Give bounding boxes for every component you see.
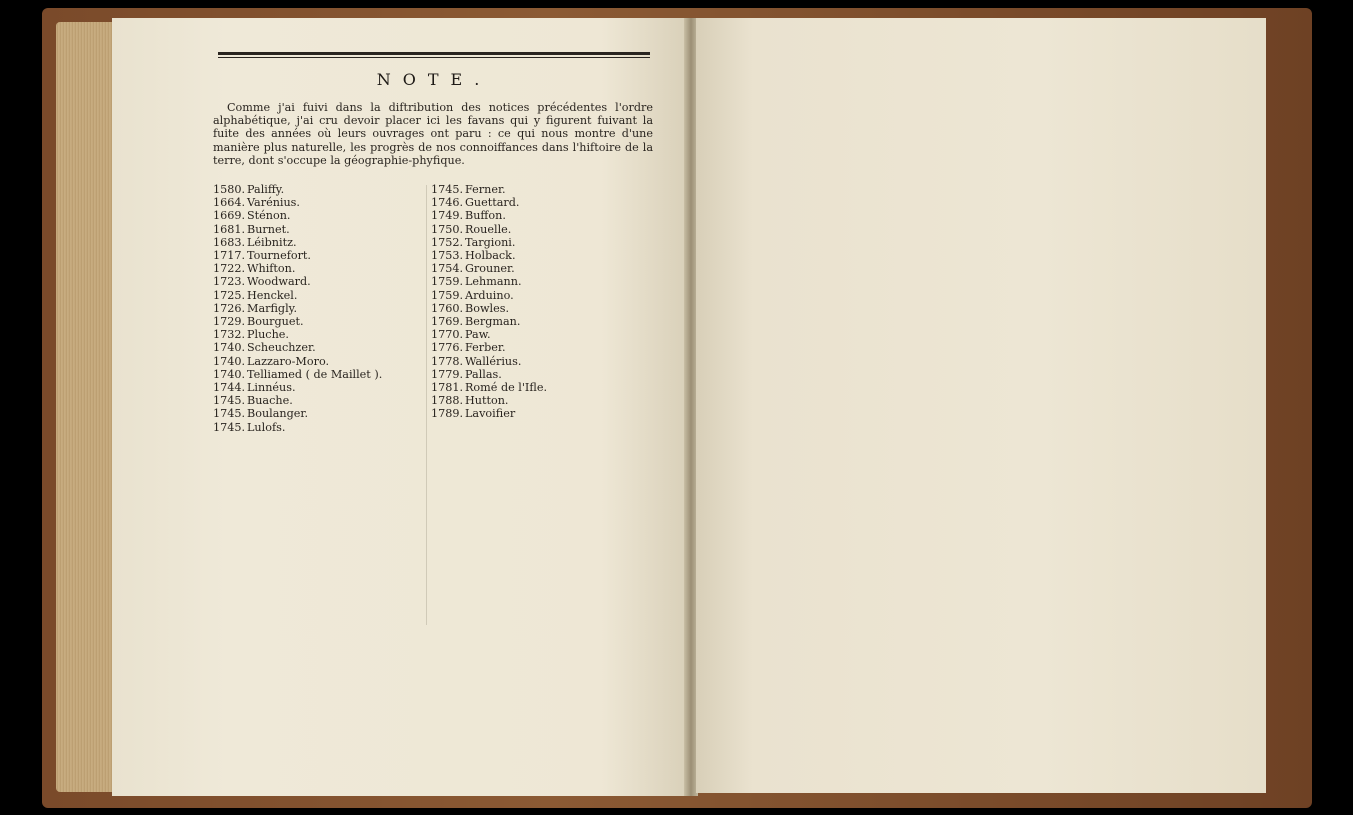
list-item-name: Pallas. [465,367,502,381]
list-item-name: Rouelle. [465,222,512,236]
list-item-name: Boulanger. [247,407,309,421]
list-item-year: 1732. [213,328,246,342]
list-item-name: Sténon. [247,209,291,223]
list-item-year: 1759. [431,288,464,302]
list-item [213,355,413,368]
list-item-name: Ferber. [465,341,506,355]
header-rule-thin [218,57,650,58]
list-item-year: 1753. [431,249,464,263]
list-item-name: Henckel. [247,288,298,302]
list-item [213,223,413,236]
list-item-name: Léibnitz. [247,235,297,249]
list-item-name: Grouner. [465,262,515,276]
list-item [213,341,413,354]
list-item-name: Guettard. [465,196,520,210]
list-item [213,302,413,315]
list-item-year: 1725. [213,288,246,302]
list-item-name: Lavoifier [465,407,516,421]
list-item-name: Woodward. [247,275,311,289]
list-item-name: Paw. [465,328,491,342]
list-item-name: Targioni. [465,235,516,249]
list-item [431,407,631,420]
list-item-year: 1789. [431,407,464,421]
list-item [213,407,413,420]
list-item-year: 1745. [213,407,246,421]
list-item [431,209,631,222]
list-item-name: Varénius. [247,196,300,210]
list-item-year: 1744. [213,381,246,395]
list-item [431,381,631,394]
intro-paragraph: Comme j'ai fuivi dans la diftribution des notices précédentes l'ordre alphabétique, j'ai cru devoir placer ici les favans qui y figurent fuivant la fuite des années où leurs ouvrages ont paru : ce qui nous montre d'une manière plus naturelle, les progrès de nos connoiffances dans l'hiftoire de la terre, dont s'occupe la géographie-phyfique. [213,101,653,167]
list-item-name: Wallérius. [465,354,522,368]
scholar-list-right [431,183,631,421]
list-item [213,209,413,222]
list-item [431,328,631,341]
list-item-year: 1752. [431,235,464,249]
list-item-name: Pluche. [247,328,289,342]
list-item [213,262,413,275]
list-item-year: 1740. [213,354,246,368]
list-item [431,249,631,262]
list-item-name: Linnéus. [247,381,296,395]
list-item [431,196,631,209]
list-item-name: Buffon. [465,209,506,223]
list-item [431,289,631,302]
list-item-name: Ferner. [465,183,506,196]
list-item-year: 1745. [213,420,246,434]
list-item-name: Hutton. [465,394,509,408]
list-item-year: 1681. [213,222,246,236]
list-item-year: 1669. [213,209,246,223]
list-item-name: Bergman. [465,315,521,329]
list-item [213,289,413,302]
list-item [431,368,631,381]
list-item [213,196,413,209]
list-item [213,368,413,381]
list-item-year: 1788. [431,394,464,408]
list-item-year: 1664. [213,196,246,210]
list-item-name: Paliffy. [247,183,285,196]
list-item [213,236,413,249]
list-item [213,315,413,328]
column-divider [426,185,427,625]
list-item-year: 1717. [213,249,246,263]
list-item-year: 1779. [431,367,464,381]
list-item-year: 1749. [431,209,464,223]
list-item-year: 1729. [213,315,246,329]
list-item-name: Bourguet. [247,315,304,329]
list-item-name: Lazzaro-Moro. [247,354,330,368]
list-item [431,223,631,236]
list-item-name: Arduino. [465,288,514,302]
list-item [431,394,631,407]
list-item-year: 1746. [431,196,464,210]
list-item [431,341,631,354]
list-item [213,328,413,341]
list-item-year: 1580. [213,183,246,196]
list-item [431,275,631,288]
list-item-year: 1723. [213,275,246,289]
list-item [431,236,631,249]
list-item-year: 1781. [431,381,464,395]
list-item [431,315,631,328]
list-item-name: Holback. [465,249,516,263]
list-item-name: Lulofs. [247,420,286,434]
list-item [213,275,413,288]
list-item-year: 1776. [431,341,464,355]
list-item-name: Marfigly. [247,301,298,315]
list-item [213,421,413,434]
list-item-name: Bowles. [465,301,510,315]
list-item-year: 1750. [431,222,464,236]
list-item-year: 1740. [213,367,246,381]
list-item-year: 1745. [431,183,464,196]
scholar-list-left [213,183,413,434]
list-item [213,394,413,407]
list-item-name: Tournefort. [247,249,311,263]
list-item [431,355,631,368]
list-item [431,302,631,315]
list-item-year: 1726. [213,301,246,315]
list-item-year: 1759. [431,275,464,289]
page-title: NOTE. [376,70,492,89]
list-item [431,183,631,196]
list-item-name: Buache. [247,394,293,408]
list-item-year: 1754. [431,262,464,276]
list-item-name: Lehmann. [465,275,522,289]
list-item-year: 1722. [213,262,246,276]
list-item-year: 1683. [213,235,246,249]
list-item-name: Whifton. [247,262,296,276]
list-item [213,183,413,196]
list-item-name: Scheuchzer. [247,341,316,355]
list-item-name: Telliamed ( de Maillet ). [247,367,383,381]
list-item-year: 1745. [213,394,246,408]
list-item [213,249,413,262]
list-item-year: 1769. [431,315,464,329]
list-item-year: 1778. [431,354,464,368]
list-item-name: Romé de l'Ifle. [465,381,547,395]
list-item-year: 1760. [431,301,464,315]
right-page-blank [696,18,1266,793]
list-item-year: 1770. [431,328,464,342]
list-item [431,262,631,275]
list-item-name: Burnet. [247,222,290,236]
header-rule [218,52,650,55]
list-item [213,381,413,394]
list-item-year: 1740. [213,341,246,355]
